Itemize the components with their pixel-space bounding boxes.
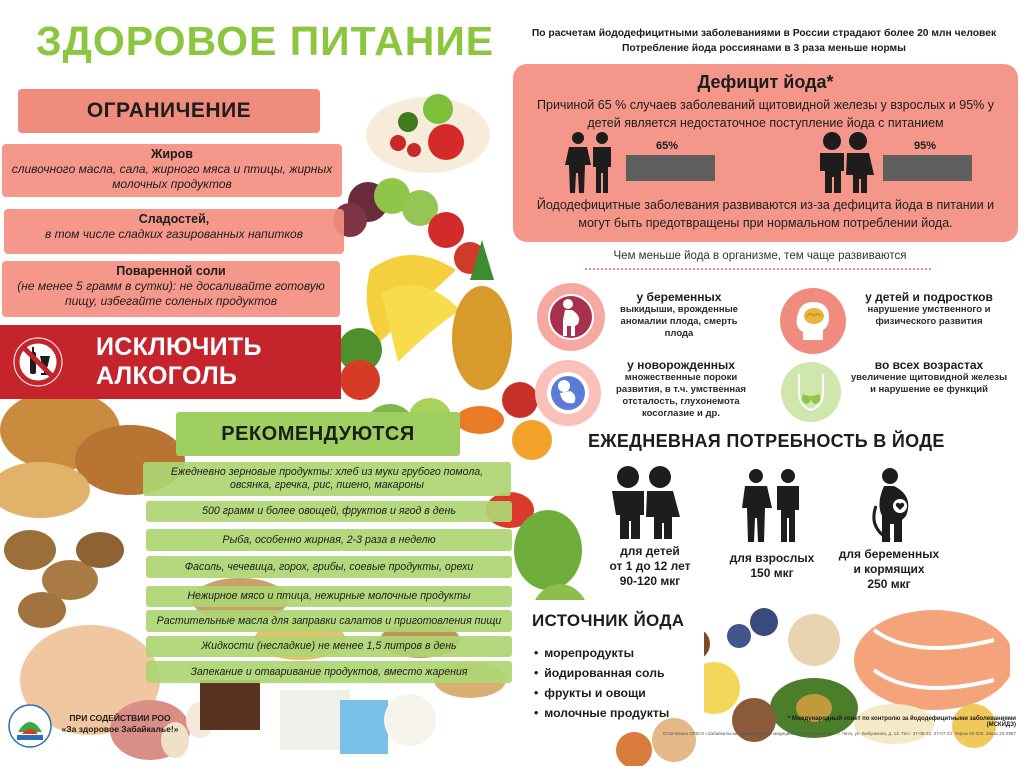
restriction-item-fats — [2, 144, 342, 197]
organization-logo — [8, 704, 52, 748]
restriction-header: ОГРАНИЧЕНИЕ — [18, 89, 320, 133]
stat-note-line1: По расчетам йододефицитными заболеваниями в России страдают более 20 млн человек — [531, 28, 997, 39]
adults-couple-icon — [563, 131, 617, 195]
pregnant-woman-icon — [862, 466, 932, 544]
logo-caption — [58, 713, 182, 735]
need-line: от 1 до 12 лет — [609, 559, 691, 573]
thyroid-icon — [781, 362, 841, 422]
need-pregnant — [826, 547, 952, 592]
need-adults — [717, 551, 827, 581]
adults-couple-icon — [737, 468, 807, 544]
alcohol-line1: ИСКЛЮЧИТЬ — [96, 333, 262, 361]
restriction-heading: Жиров — [151, 147, 193, 161]
page-title: ЗДОРОВОЕ ПИТАНИЕ — [36, 18, 495, 64]
adults-percent-label: 65% — [656, 140, 679, 152]
list-item: • молочные продукты — [534, 703, 669, 723]
children-percent-label: 95% — [914, 140, 937, 152]
stat-note-line2: Потребление йода россиянами в 3 раза меньше нормы — [622, 43, 906, 54]
iodine-sources-list — [534, 643, 669, 723]
need-line: для беременных — [838, 547, 940, 561]
restriction-heading: Поваренной соли — [116, 264, 226, 278]
restriction-heading: Сладостей, — [138, 212, 210, 226]
recommend-item: Нежирное мясо и птица, нежирные молочные продукты — [146, 586, 512, 607]
risk-title: у детей и подростков — [865, 290, 993, 304]
logo-caption-line1: ПРИ СОДЕЙСТВИИ РОО — [69, 713, 171, 723]
deficit-title: Дефицит йода* — [697, 72, 834, 92]
restriction-detail: в том числе сладких газированных напитков — [45, 227, 303, 241]
recommend-item: Растительные масла для заправки салатов и приготовления пищи — [146, 610, 512, 632]
less-iodine-caption: Чем меньше йода в организме, тем чаще развиваются — [613, 250, 907, 262]
footnote: * Международный совет по контролю за йододефицитными заболеваниями (МСКЙДЗ) — [787, 716, 1016, 728]
print-info: Отпечатано ОГБУЗ «Забайкальский краевой центр медицинской профилактики», г. Чита, ул. Бабушкина, д. 13. Тел.: 37-06-22, 37-07-22. Тираж 50 000. Заказ 20-2997 — [662, 731, 1016, 736]
dotted-divider — [585, 268, 931, 270]
children-icon — [815, 131, 875, 195]
recommend-item: Запекание и отваривание продуктов, вместо жарения — [146, 661, 512, 683]
restriction-detail: сливочного масла, сала, жирного мяса и птицы, жирных молочных продуктов — [11, 162, 333, 191]
exclude-alcohol-banner — [0, 325, 341, 399]
need-line: 90-120 мкг — [619, 574, 681, 588]
need-line: для взрослых — [729, 551, 815, 565]
risk-title: во всех возрастах — [874, 358, 984, 372]
recommend-item: Жидкости (несладкие) не менее 1,5 литров в день — [146, 636, 512, 657]
list-item: • йодированная соль — [534, 663, 669, 683]
risk-detail: множественные пороки развития, в т.ч. умственная отсталость, глухонемота косоглазие и др. — [616, 372, 746, 419]
no-alcohol-icon — [10, 334, 66, 390]
adults-percent-bar — [626, 155, 715, 181]
child-brain-icon — [780, 288, 846, 354]
alcohol-text — [96, 333, 262, 391]
risk-detail: нарушение умственного и физического развития — [867, 304, 991, 327]
need-children — [584, 544, 716, 589]
list-item: • морепродукты — [534, 643, 669, 663]
logo-caption-line2: «За здоровое Забайкалье!» — [61, 724, 179, 734]
risk-detail: увеличение щитовидной железы и нарушение ее функций — [850, 372, 1008, 395]
alcohol-line2: АЛКОГОЛЬ — [96, 362, 238, 390]
daily-need-title: ЕЖЕДНЕВНАЯ ПОТРЕБНОСТЬ В ЙОДЕ — [588, 431, 945, 451]
children-percent-bar — [883, 155, 972, 181]
deficit-cause: Причиной 65 % случаев заболеваний щитовидной железы у взрослых и 95% у детей является недостаточное поступление йода с питанием — [537, 98, 994, 130]
children-icon — [606, 465, 682, 541]
restriction-item-sweets — [4, 209, 344, 254]
risk-children — [846, 290, 1012, 328]
need-line: 250 мкг — [867, 577, 911, 591]
risk-newborn — [603, 358, 759, 420]
recommend-item: Рыба, особенно жирная, 2-3 раза в неделю — [146, 529, 512, 551]
recommend-item: Фасоль, чечевица, горох, грибы, соевые продукты, орехи — [146, 556, 512, 578]
need-line: и кормящих — [853, 562, 925, 576]
restriction-detail: (не менее 5 грамм в сутки): не досаливайте готовую пищу, избегайте соленых продуктов — [17, 279, 325, 308]
risk-detail: выкидыши, врожденные аномалии плода, смерть плода — [620, 304, 738, 339]
recommend-item: Ежедневно зерновые продукты: хлеб из муки грубого помола, овсянка, гречка, рис, пшено, макароны — [143, 462, 511, 496]
pregnant-woman-icon — [537, 283, 605, 351]
need-line: для детей — [620, 544, 680, 558]
restriction-item-salt — [2, 261, 340, 317]
need-line: 150 мкг — [750, 566, 794, 580]
iodine-sources-title: ИСТОЧНИК ЙОДА — [532, 611, 685, 630]
risk-pregnant — [612, 290, 746, 340]
deficit-conclusion: Йододефицитные заболевания развиваются из-за дефицита йода в питании и могут быть предотвращены при нормальном потреблении йода. — [536, 198, 995, 230]
iodine-statistics-note — [506, 26, 1022, 56]
list-item: • фрукты и овощи — [534, 683, 669, 703]
recommend-header: РЕКОМЕНДУЮТСЯ — [176, 412, 460, 456]
risk-all-ages — [848, 358, 1010, 396]
risk-title: у беременных — [636, 290, 722, 304]
recommend-item: 500 грамм и более овощей, фруктов и ягод в день — [146, 501, 512, 522]
fetus-icon — [535, 360, 601, 426]
risk-title: у новорожденных — [627, 358, 735, 372]
